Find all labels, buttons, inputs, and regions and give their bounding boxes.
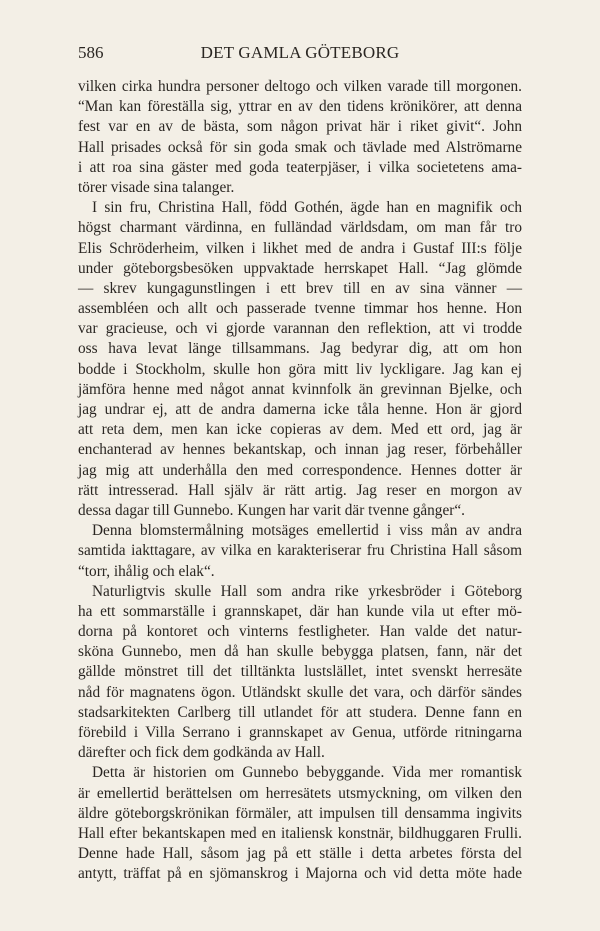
text-line: stadsarkitekten Carlberg till utlandet för att studera. Denne fann en bbox=[78, 703, 522, 721]
text-line: rätt intresserad. Hall själv är rätt artig. Jag reser en morgon av bbox=[78, 481, 522, 499]
text-line: nåd för magnatens ögon. Utländskt skulle det vara, och därför sändes bbox=[78, 683, 522, 701]
text-line: Elis Schröderheim, vilken i likhet med de andra i Gustaf III:s följe bbox=[78, 239, 522, 257]
text-line: Hall prisades också för sin goda smak och tävlade med Alströmarne bbox=[78, 138, 522, 156]
text-line: törer visade sina talanger. bbox=[78, 178, 235, 196]
text-line: antytt, träffat på en sjömanskrog i Majorna och vid detta möte hade bbox=[78, 865, 522, 883]
page-number: 586 bbox=[78, 43, 104, 62]
text-line: Naturligtvis skulle Hall som andra rike yrkesbröder i Göteborg bbox=[92, 582, 522, 600]
text-line: vilken cirka hundra personer deltogo och vilken varade till morgonen. bbox=[78, 78, 522, 95]
text-line: är emellertid berättelsen om herresätets utsmyckning, om vilken den bbox=[78, 784, 522, 802]
text-line: bodde i Stockholm, skulle hon göra mitt liv lyckligare. Jag kan ej bbox=[78, 360, 522, 378]
text-line: äldre göteborgskrönikan förmäler, att impulsen till densamma ingivits bbox=[78, 804, 522, 822]
text-line: Denna blomstermålning motsäges emellertid i viss mån av andra bbox=[92, 522, 522, 540]
text-line: dessa dagar till Gunnebo. Kungen har varit där tvenne gånger“. bbox=[78, 501, 465, 519]
page-header bbox=[78, 43, 522, 65]
text-line: oss hava levat länge tillsammans. Jag bedyrar dig, att om hon bbox=[78, 340, 522, 358]
text-line: högst charmant värdinna, en fulländad världsdam, om man får tro bbox=[78, 219, 522, 237]
text-line: assembléen och allt och passerade tvenne timmar hos henne. Hon bbox=[78, 300, 522, 318]
text-line: under göteborgsbesöken uppvaktade herrskapet Hall. “Jag glömde bbox=[78, 259, 522, 277]
text-line: “torr, ihålig och elak“. bbox=[78, 562, 215, 580]
text-line: jag undrar ej, att de andra damerna icke tåla henne. Hon är gjord bbox=[78, 401, 522, 418]
text-line: dorna på kontoret och vinterns festligheter. Han valde det natur- bbox=[78, 623, 522, 641]
text-line: att reta dem, men kan icke copieras av dem. Med ett ord, jag är bbox=[78, 421, 522, 439]
text-line: förebild i Villa Serrano i grannskapet av Genua, utförde ritningarna bbox=[78, 724, 522, 741]
text-line: var gracieuse, och vi gjorde varannan den reflektion, att vi trodde bbox=[78, 320, 522, 338]
text-line: “Man kan föreställa sig, yttrar en av den tidens krönikörer, att denna bbox=[78, 98, 522, 116]
text-line: enchanterad av hennes bekantskap, och innan jag reser, förbehåller bbox=[78, 441, 522, 459]
text-line: sköna Gunnebo, men då han skulle bebygga platsen, fann, när det bbox=[78, 643, 522, 661]
text-line: i att roa sina gäster med goda teaterpjäser, i vilka societetens ama- bbox=[78, 158, 522, 176]
text-line: därefter och fick dem godkända av Hall. bbox=[78, 744, 325, 762]
text-line: Detta är historien om Gunnebo bebyggande. Vida mer romantisk bbox=[92, 764, 522, 782]
running-title: DET GAMLA GÖTEBORG bbox=[200, 43, 400, 62]
text-line: fest var en av de bästa, som någon privat här i riket givit“. John bbox=[78, 118, 522, 136]
text-line: jämföra henne med något annat kvinnfolk än grevinnan Bjelke, och bbox=[78, 380, 522, 398]
body-text bbox=[78, 77, 522, 885]
text-line: Denne hade Hall, såsom jag på ett ställe i detta arbetes första del bbox=[78, 845, 522, 863]
text-line: jag mig att underhålla den med correspondence. Hennes dotter är bbox=[78, 461, 522, 479]
text-line: ha ett sommarställe i grannskapet, där han kunde vila ut efter mö- bbox=[78, 602, 522, 620]
text-line: gällde mönstret till det tilltänkta lustslället, intet svenskt herresäte bbox=[78, 663, 522, 681]
text-line: Hall efter bekantskapen med en italiensk konstnär, bildhuggaren Frulli. bbox=[78, 824, 522, 842]
text-line: samtida iakttagare, av vilka en karakteriserar fru Christina Hall såsom bbox=[78, 542, 522, 560]
text-line: — skrev kungagunstlingen i ett brev till en av sina vänner — bbox=[78, 279, 522, 297]
text-line: I sin fru, Christina Hall, född Gothén, ägde han en magnifik och bbox=[92, 199, 522, 217]
